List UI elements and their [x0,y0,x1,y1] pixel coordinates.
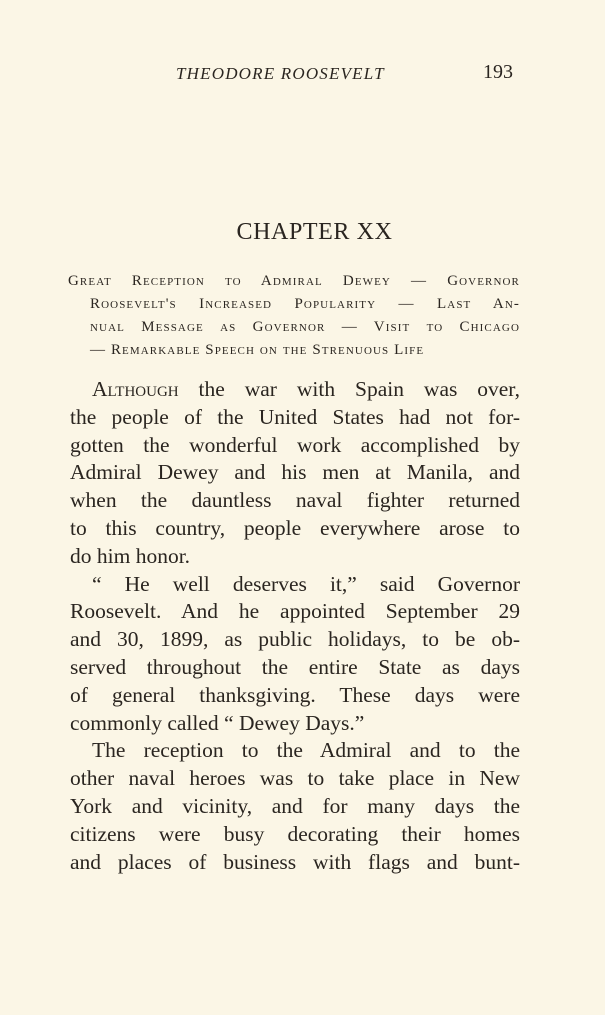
page-number: 193 [483,61,513,83]
running-title: THEODORE ROOSEVELT [176,64,385,83]
paragraph-line: York and vicinity, and for many days the [70,793,520,818]
paragraph-line: and 30, 1899, as public holidays, to be ob- [70,627,520,652]
body-text [70,376,520,876]
paragraph-line: of general thanksgiving. These days were [70,682,520,707]
chapter-synopsis [68,270,520,362]
chapter-heading: CHAPTER XX [236,219,393,245]
paragraph-line: “ He well deserves it,” said Governor [92,571,520,596]
paragraph-line: commonly called “ Dewey Days.” [70,710,365,735]
paragraph-line: gotten the wonderful work accomplished by [70,432,520,457]
paragraph-line: and places of business with flags and bunt- [70,849,520,874]
opening-word: Although [92,377,179,401]
synopsis-line: nual Message as Governor — Visit to Chicago [90,319,520,335]
synopsis-line: Roosevelt's Increased Popularity — Last An- [90,296,520,312]
paragraph-line: Roosevelt. And he appointed September 29 [70,599,520,624]
paragraph-line: do him honor. [70,543,191,568]
paragraph-line: served throughout the entire State as days [70,654,520,679]
paragraph-line: The reception to the Admiral and to the [92,738,520,763]
paragraph-line-rest: the war with Spain was over, [178,377,520,401]
paragraph-line: the people of the United States had not for- [70,404,520,429]
running-head [0,61,605,90]
synopsis-line: — Remarkable Speech on the Strenuous Life [90,342,425,358]
paragraph-line: Admiral Dewey and his men at Manila, and [70,460,520,485]
synopsis-line: Great Reception to Admiral Dewey — Governor [68,273,520,289]
paragraph-line: citizens were busy decorating their homes [70,821,520,846]
paragraph-line: to this country, people everywhere arose to [70,515,520,540]
paragraph-line: other naval heroes was to take place in New [70,766,520,791]
paragraph-line [70,376,520,404]
paragraph-line: when the dauntless naval fighter returned [70,488,520,513]
